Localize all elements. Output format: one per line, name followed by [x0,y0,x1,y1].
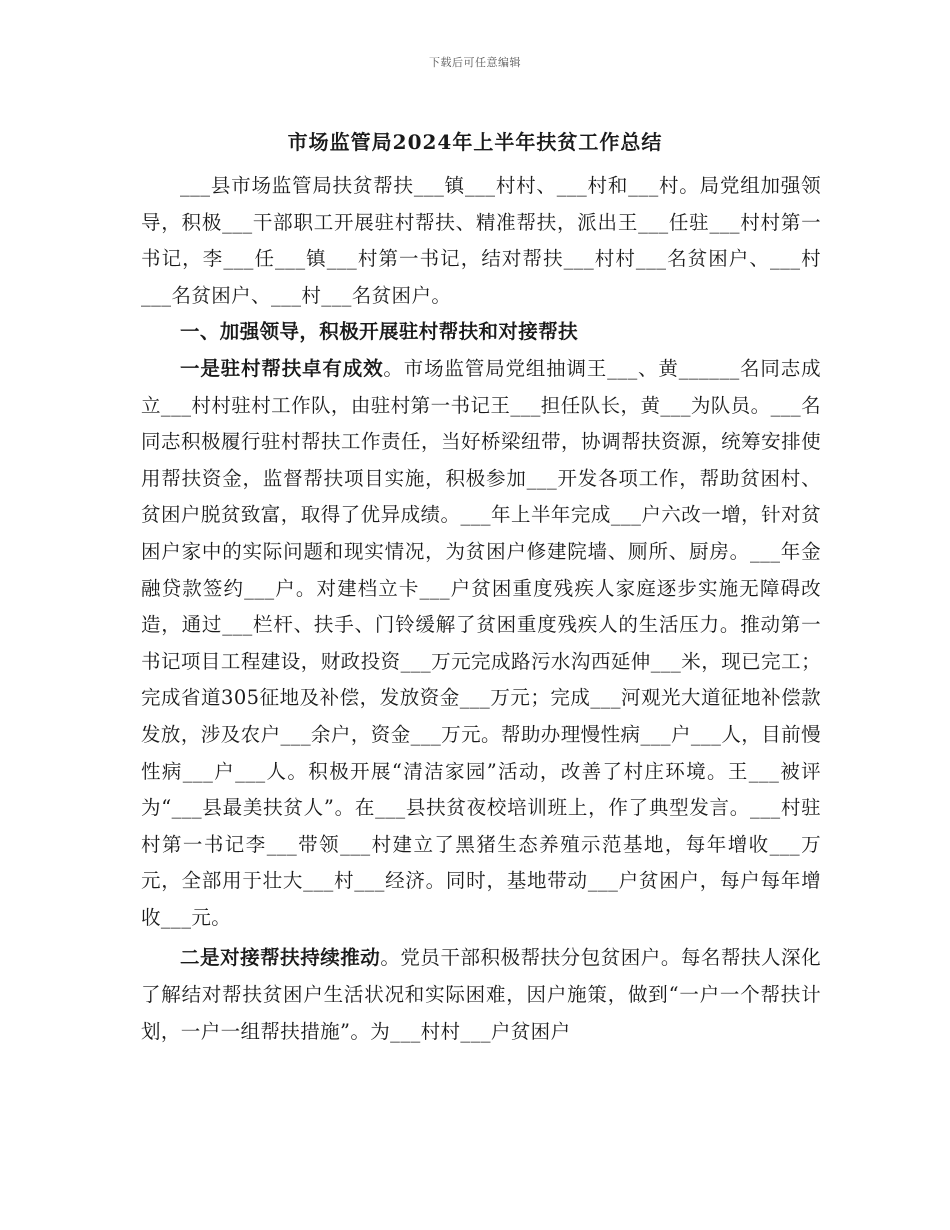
paragraph-lead-1: 一是驻村帮扶卓有成效 [180,356,384,380]
intro-paragraph: ___县市场监管局扶贫帮扶___镇___村村、___村和___村。局党组加强领导，积极___干部职工开展驻村帮扶、精准帮扶，派出王___任驻___村村第一书记，李___任___镇___村第一书记，结对帮扶___村村___名贫困户、___村___名贫困户、___村___名贫困户。 [141,174,821,307]
paragraph-lead-2: 二是对接帮扶持续推动 [180,946,381,970]
document-body [141,168,821,1050]
section-heading-1: 一、加强领导，积极开展驻村帮扶和对接帮扶 [180,320,579,344]
page-header-note: 下载后可任意编辑 [429,56,521,69]
document-title: 市场监管局2024年上半年扶贫工作总结 [287,130,663,154]
paragraph-body-1: 。市场监管局党组抽调王___、黄______名同志成立___村村驻村工作队，由驻村第一书记王___担任队长，黄___为队员。___名同志积极履行驻村帮扶工作责任，当好桥梁纽带，协调帮扶资源，统筹安排使用帮扶资金，监督帮扶项目实施，积极参加___开发各项工作，帮助贫困村、贫困户脱贫致富，取得了优异成绩。___年上半年完成___户六改一增，针对贫困户家中的实际问题和现实情况，为贫困户修建院墙、厕所、厨房。___年金融贷款签约___户。对建档立卡___户贫困重度残疾人家庭逐步实施无障碍改造，通过___栏杆、扶手、门铃缓解了贫困重度残疾人的生活压力。推动第一书记项目工程建设，财政投资___万元完成路污水沟西延伸___米，现已完工；完成省道305征地及补偿，发放资金___万元；完成___河观光大道征地补偿款发放，涉及农户___余户，资金___万元。帮助办理慢性病___户___人，目前慢性病___户___人。积极开展“清洁家园”活动，改善了村庄环境。王___被评为“___县最美扶贫人”。在___县扶贫夜校培训班上，作了典型发言。___村驻村第一书记李___带领___村建立了黑猪生态养殖示范基地，每年增收___万元，全部用于壮大___村___经济。同时，基地带动___户贫困户，每户每年增收___元。 [141,356,821,929]
paragraph-paired-assistance [141,940,821,1050]
paragraph-body-2: 。党员干部积极帮扶分包贫困户。每名帮扶人深化了解结对帮扶贫困户生活状况和实际困难，因户施策，做到“一户一个帮扶计划，一户一组帮扶措施”。为___村村___户贫困户 [141,946,821,1043]
paragraph-resident-assistance [141,351,821,937]
